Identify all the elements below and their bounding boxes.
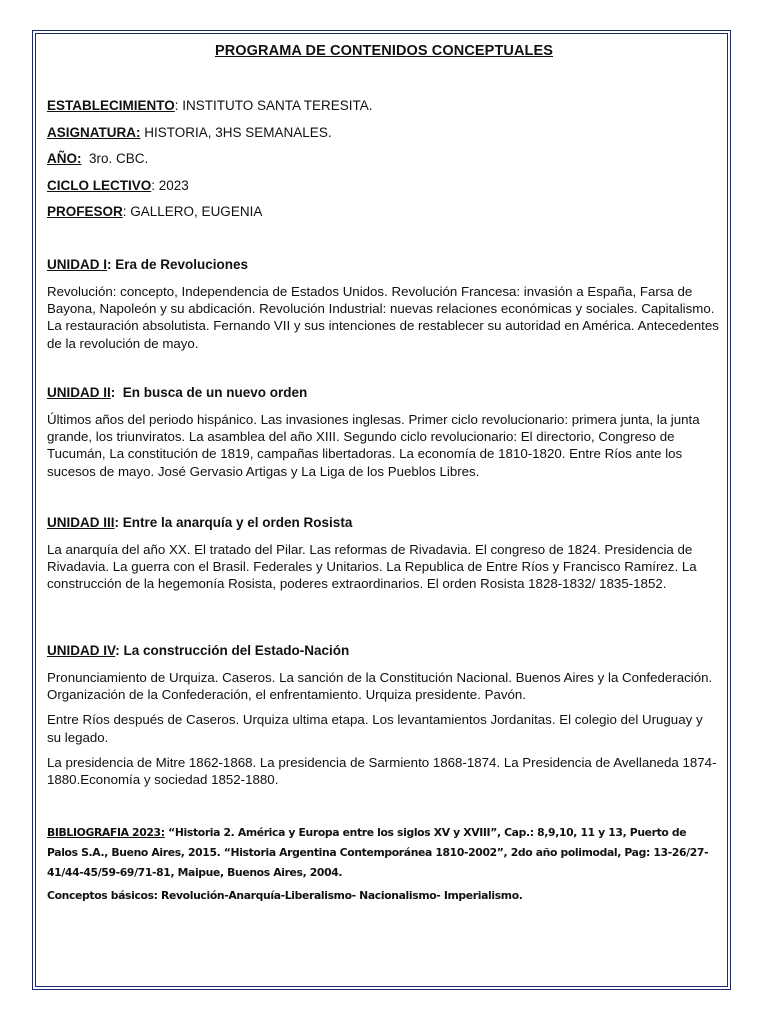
unit-2 bbox=[47, 384, 719, 488]
unit-4 bbox=[47, 642, 719, 796]
unit-1 bbox=[47, 256, 719, 360]
header-fields bbox=[47, 97, 707, 230]
field-asignatura bbox=[47, 124, 707, 151]
unit-paragraph: Últimos años del periodo hispánico. Las invasiones inglesas. Primer ciclo revolucionario: primera junta, la junta grande, los triunviratos. La asamblea del año XIII. Segundo ciclo revolucionario: El directorio, Congreso de Tucumán, La constitución de 1819, campañas libertadoras. La economía de 1810-1820. Entre Ríos ante los sucesos de mayo. José Gervasio Artigas y La Liga de los Pueblos Libres. bbox=[47, 412, 700, 479]
unit-heading bbox=[47, 642, 719, 659]
bibliography-text: “Historia 2. América y Europa entre los siglos XV y XVIII”, Cap.: 8,9,10, 11 y 13, Puerto de Palos S.A., Bueno Aires, 2015. “Historia Argentina Contemporánea 1810-2002”, 2do año polimodal, Pag: 13-26/27-41/44-45/59-69/71-81, Maipue, Buenos Aires, 2004. bbox=[47, 826, 709, 879]
field-separator bbox=[82, 151, 90, 166]
basic-concepts: Conceptos básicos: Revolución-Anarquía-Liberalismo- Nacionalismo- Imperialismo. bbox=[47, 889, 523, 902]
unit-paragraph: Revolución: concepto, Independencia de Estados Unidos. Revolución Francesa: invasión a España, Farsa de Bayona, Napoleón y su abdicación. Revolución Industrial: nuevas relaciones económicas y sociales. Capitalismo. La restauración absolutista. Fernando VII y sus intenciones de restablecer su autoridad en América. Antecedentes de la revolución de mayo. bbox=[47, 284, 719, 351]
unit-heading bbox=[47, 514, 719, 531]
unit-separator: : bbox=[110, 385, 123, 400]
unit-paragraph: La presidencia de Mitre 1862-1868. La presidencia de Sarmiento 1868-1874. La Presidencia de Avellaneda 1874-1880.Economía y sociedad 1852-1880. bbox=[47, 754, 717, 788]
unit-heading bbox=[47, 384, 719, 401]
field-label: ESTABLECIMIENTO bbox=[47, 98, 175, 113]
document-title: PROGRAMA DE CONTENIDOS CONCEPTUALES bbox=[214, 43, 554, 59]
field-anio bbox=[47, 150, 707, 177]
unit-separator: : bbox=[115, 643, 124, 658]
bibliography bbox=[47, 823, 719, 883]
unit-title: En busca de un nuevo orden bbox=[122, 385, 308, 400]
unit-separator: : bbox=[114, 515, 123, 530]
unit-heading bbox=[47, 256, 719, 273]
field-separator: : bbox=[122, 204, 131, 219]
field-label: PROFESOR bbox=[47, 204, 123, 219]
unit-paragraph: Pronunciamiento de Urquiza. Caseros. La sanción de la Constitución Nacional. Buenos Aires y la Confederación. Organización de la Confederación, el enfrentamiento. Urquiza presidente. Pavón. bbox=[47, 670, 713, 703]
field-ciclo-lectivo bbox=[47, 177, 707, 204]
unit-title: Entre la anarquía y el orden Rosista bbox=[122, 515, 353, 530]
unit-title: Era de Revoluciones bbox=[115, 257, 249, 272]
unit-label: UNIDAD IV bbox=[47, 643, 116, 658]
field-value: GALLERO, EUGENIA bbox=[130, 204, 263, 219]
bibliography-label: BIBLIOGRAFIA 2023: bbox=[47, 826, 165, 839]
unit-label: UNIDAD II bbox=[47, 385, 111, 400]
field-value: 3ro. CBC. bbox=[89, 151, 149, 166]
unit-paragraph: Entre Ríos después de Caseros. Urquiza ultima etapa. Los levantamientos Jordanitas. El colegio del Uruguay y su legado. bbox=[47, 712, 703, 745]
field-label: CICLO LECTIVO bbox=[47, 177, 152, 193]
unit-separator: : bbox=[107, 257, 116, 272]
field-establecimiento bbox=[47, 97, 707, 124]
field-value: HISTORIA, 3HS SEMANALES. bbox=[144, 124, 332, 140]
field-value: INSTITUTO SANTA TERESITA. bbox=[182, 98, 373, 113]
unit-title: La construcción del Estado-Nación bbox=[123, 643, 350, 658]
field-label: ASIGNATURA: bbox=[47, 124, 141, 140]
field-value: 2023 bbox=[158, 177, 189, 193]
unit-3 bbox=[47, 514, 719, 601]
unit-paragraph: La anarquía del año XX. El tratado del Pilar. Las reformas de Rivadavia. El congreso de 1824. Presidencia de Rivadavia. La guerra con el Brasil. Federales y Unitarios. La Republica de Entre Ríos y Francisco Ramírez. La construcción de la hegemonía Rosista, poderes extraordinarios. El orden Rosista 1828-1832/ 1835-1852. bbox=[47, 542, 697, 592]
field-separator: : bbox=[174, 98, 183, 113]
unit-label: UNIDAD I bbox=[47, 257, 107, 272]
field-profesor bbox=[47, 203, 707, 230]
field-label: AÑO: bbox=[47, 151, 82, 166]
unit-label: UNIDAD III bbox=[47, 515, 115, 530]
field-separator: : bbox=[151, 177, 159, 193]
